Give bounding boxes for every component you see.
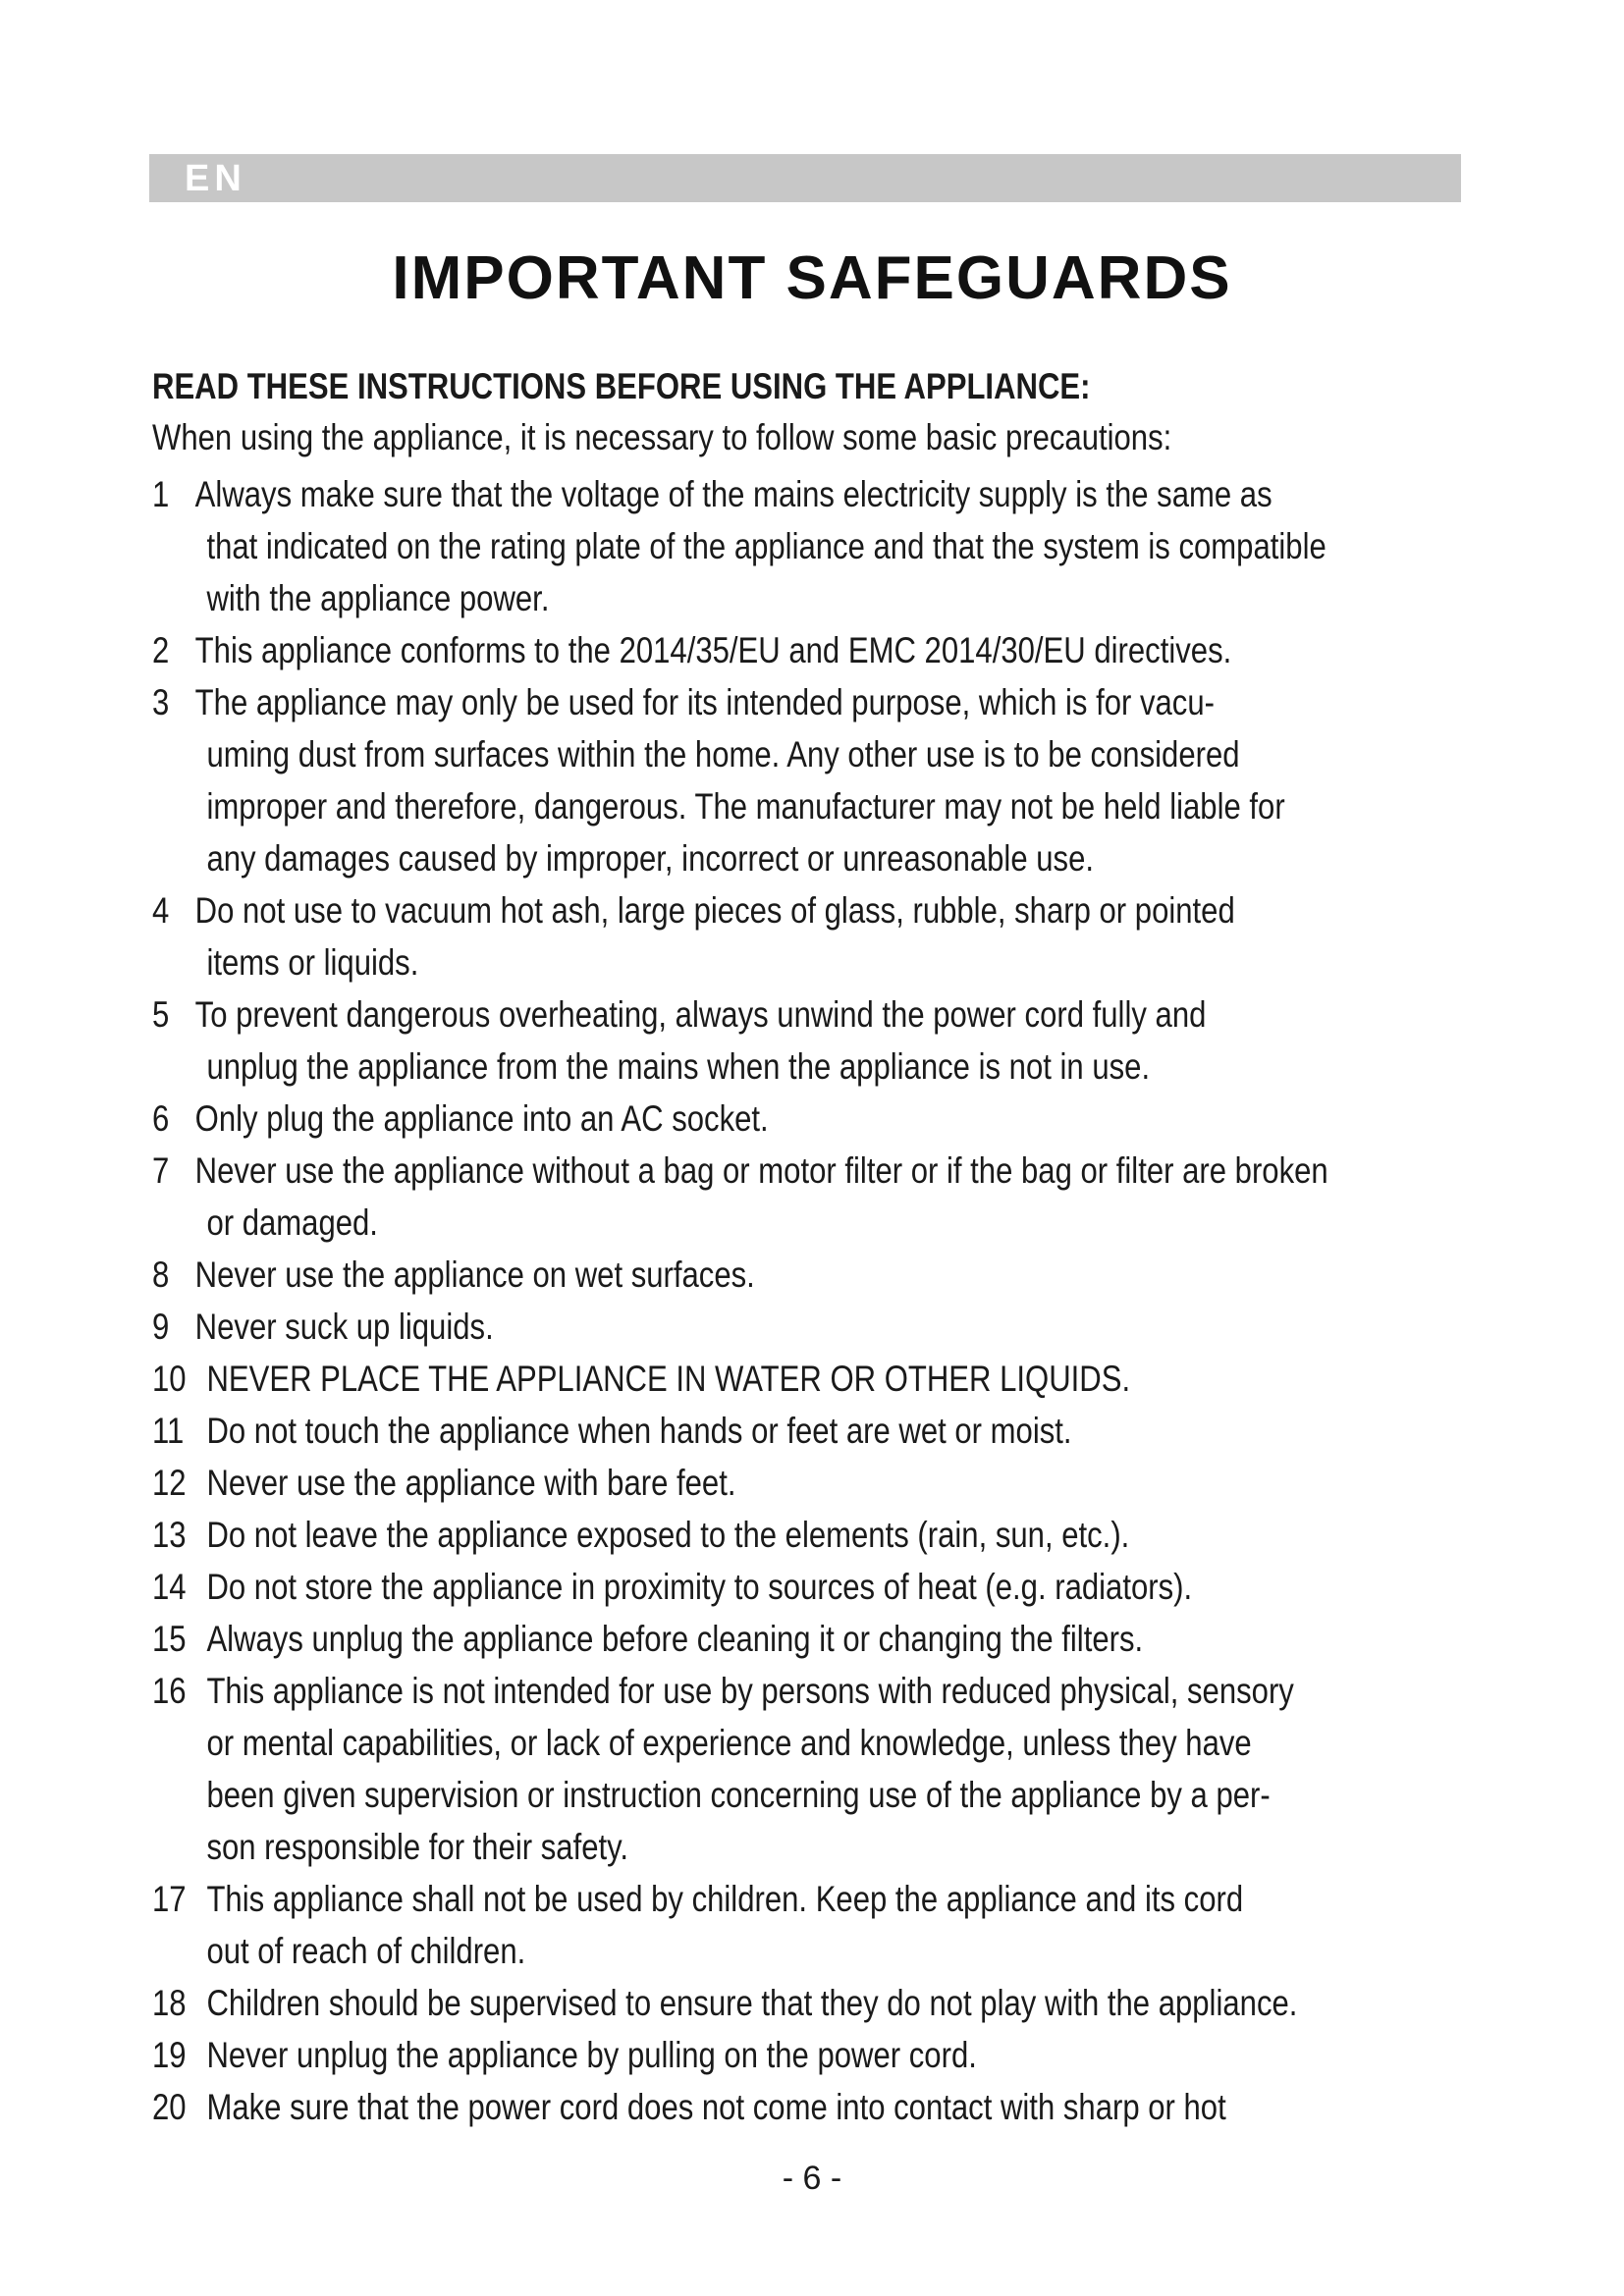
section-subtitle: READ THESE INSTRUCTIONS BEFORE USING THE APPLIANCE: [152, 366, 1091, 406]
list-item-text [195, 1093, 1449, 1145]
list-item-text [206, 1873, 1460, 1977]
list-item-line: The appliance may only be used for its intended purpose, which is for vacu- [194, 682, 1215, 722]
list-item-line: son responsible for their safety. [206, 1827, 629, 1867]
list-item-line: out of reach of children. [206, 1931, 526, 1971]
list-item-text [206, 2029, 1460, 2081]
list-item-text [206, 1613, 1460, 1665]
list-item-text [206, 1457, 1460, 1509]
list-item-line: Do not store the appliance in proximity to sources of heat (e.g. radiators). [206, 1567, 1193, 1607]
list-item [152, 1873, 1505, 1977]
list-item-number: 14 [152, 1567, 187, 1607]
list-item-text [206, 1665, 1460, 1873]
list-item-number: 2 [152, 630, 170, 670]
list-item-text [206, 2081, 1460, 2133]
list-item [152, 1613, 1505, 1665]
list-item-text [206, 1405, 1460, 1457]
list-item-number: 15 [152, 1619, 187, 1659]
list-item [152, 1093, 1505, 1145]
list-item-number: 10 [152, 1359, 187, 1399]
list-item-number: 3 [152, 682, 170, 722]
list-item-line: Children should be supervised to ensure that they do not play with the appliance. [206, 1983, 1298, 2023]
list-item-number: 18 [152, 1983, 187, 2023]
list-item-line: with the appliance power. [206, 578, 550, 618]
list-item-line: uming dust from surfaces within the home. Any other use is to be considered [206, 734, 1240, 774]
list-item [152, 988, 1505, 1093]
list-item [152, 468, 1505, 624]
list-item-line: Never unplug the appliance by pulling on the power cord. [206, 2035, 977, 2075]
page-number: - 6 - [782, 2160, 842, 2197]
list-item-number: 19 [152, 2035, 187, 2075]
list-item [152, 1977, 1505, 2029]
list-item-line: Never use the appliance with bare feet. [206, 1463, 736, 1503]
list-item-line: items or liquids. [206, 942, 419, 983]
list-item-line: or damaged. [206, 1202, 378, 1243]
list-item-number: 13 [152, 1515, 187, 1555]
list-item [152, 1457, 1505, 1509]
list-item-text [195, 1145, 1449, 1249]
list-item [152, 884, 1505, 988]
list-item [152, 1249, 1505, 1301]
list-item-text [206, 1977, 1460, 2029]
list-item-text [195, 676, 1449, 884]
list-item-line: Always unplug the appliance before cleaning it or changing the filters. [206, 1619, 1144, 1659]
list-item-text [195, 624, 1449, 676]
list-item [152, 1353, 1505, 1405]
safeguards-list [152, 468, 1505, 2133]
list-item-line: This appliance is not intended for use by persons with reduced physical, sensory [206, 1671, 1294, 1711]
list-item-line: been given supervision or instruction concerning use of the appliance by a per- [206, 1775, 1271, 1815]
language-bar [149, 154, 1461, 202]
list-item-line: Do not leave the appliance exposed to the elements (rain, sun, etc.). [206, 1515, 1130, 1555]
list-item-line: Never use the appliance on wet surfaces. [194, 1255, 755, 1295]
list-item-text [195, 468, 1449, 624]
list-item-number: 9 [152, 1307, 170, 1347]
list-item-line: Make sure that the power cord does not come into contact with sharp or hot [206, 2087, 1226, 2127]
list-item [152, 676, 1505, 884]
list-item-text [195, 1301, 1449, 1353]
list-item [152, 2081, 1505, 2133]
list-item-line: improper and therefore, dangerous. The manufacturer may not be held liable for [206, 786, 1285, 827]
list-item [152, 1509, 1505, 1561]
list-item-text [195, 1249, 1449, 1301]
list-item-line: This appliance conforms to the 2014/35/EU and EMC 2014/30/EU directives. [194, 630, 1232, 670]
list-item-line: This appliance shall not be used by children. Keep the appliance and its cord [206, 1879, 1244, 1919]
list-item-number: 20 [152, 2087, 187, 2127]
intro-text: When using the appliance, it is necessary to follow some basic precautions: [152, 417, 1172, 457]
list-item-line: NEVER PLACE THE APPLIANCE IN WATER OR OTHER LIQUIDS. [206, 1359, 1131, 1399]
list-item-text [206, 1509, 1460, 1561]
list-item-number: 4 [152, 890, 170, 931]
list-item-text [206, 1561, 1460, 1613]
list-item-line: that indicated on the rating plate of the appliance and that the system is compatible [206, 526, 1326, 566]
list-item-text [195, 988, 1449, 1093]
list-item-line: Do not touch the appliance when hands or feet are wet or moist. [206, 1411, 1072, 1451]
list-item-number: 11 [152, 1411, 185, 1451]
list-item [152, 1301, 1505, 1353]
list-item-number: 6 [152, 1098, 170, 1139]
list-item [152, 1405, 1505, 1457]
list-item [152, 624, 1505, 676]
list-item-number: 7 [152, 1150, 170, 1191]
list-item-line: or mental capabilities, or lack of experience and knowledge, unless they have [206, 1723, 1252, 1763]
list-item [152, 2029, 1505, 2081]
list-item-number: 12 [152, 1463, 187, 1503]
list-item-line: To prevent dangerous overheating, always unwind the power cord fully and [194, 994, 1207, 1035]
page-title: IMPORTANT SAFEGUARDS [392, 244, 1232, 312]
list-item [152, 1561, 1505, 1613]
list-item-line: unplug the appliance from the mains when the appliance is not in use. [206, 1046, 1151, 1087]
list-item-line: any damages caused by improper, incorrect or unreasonable use. [206, 838, 1095, 879]
list-item-line: Always make sure that the voltage of the mains electricity supply is the same as [194, 474, 1272, 514]
list-item-number: 17 [152, 1879, 187, 1919]
list-item-line: Only plug the appliance into an AC socket. [194, 1098, 769, 1139]
list-item-line: Never use the appliance without a bag or motor filter or if the bag or filter are broken [194, 1150, 1328, 1191]
language-code: EN [185, 158, 246, 199]
list-item-line: Do not use to vacuum hot ash, large pieces of glass, rubble, sharp or pointed [194, 890, 1235, 931]
list-item-number: 1 [152, 474, 170, 514]
list-item-line: Never suck up liquids. [194, 1307, 494, 1347]
list-item-text [195, 884, 1449, 988]
list-item-number: 8 [152, 1255, 170, 1295]
list-item [152, 1145, 1505, 1249]
list-item [152, 1665, 1505, 1873]
list-item-number: 5 [152, 994, 170, 1035]
list-item-text [206, 1353, 1460, 1405]
list-item-number: 16 [152, 1671, 187, 1711]
